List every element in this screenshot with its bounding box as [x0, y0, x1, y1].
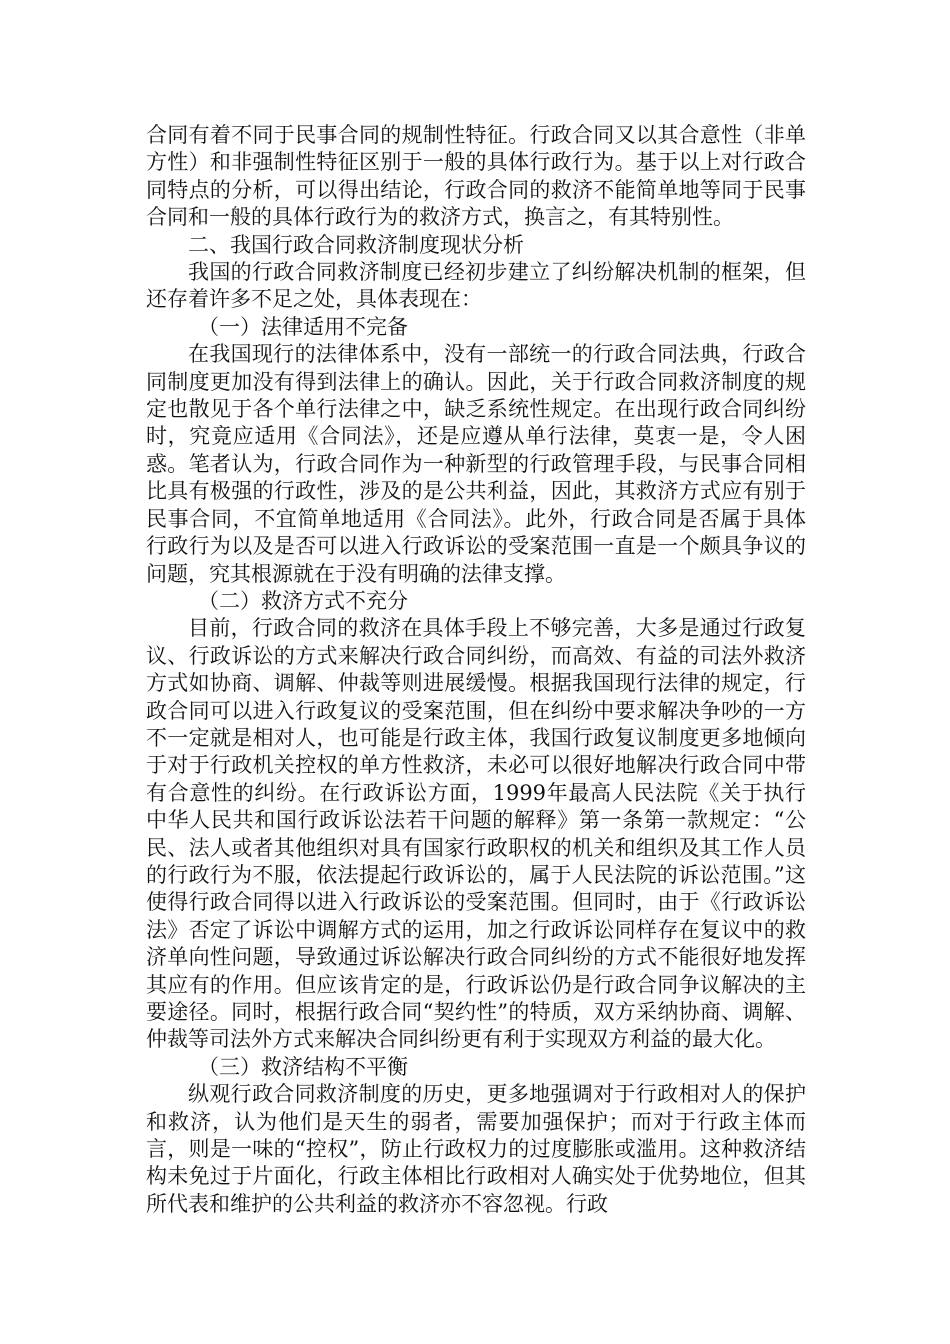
paragraph: 纵观行政合同救济制度的历史，更多地强调对于行政相对人的保护和救济，认为他们是天生的弱者，需要加强保护；而对于行政主体而言，则是一味的“控权”，防止行政权力的过度膨胀或滥用。这种救济结构未免过于片面化，行政主体相比行政相对人确实处于优势地位，但其所代表和维护的公共利益的救济亦不容忽视。行政 — [146, 1082, 806, 1216]
subsection-heading-3: （三）救济结构不平衡 — [198, 1054, 408, 1079]
paragraph: 目前，行政合同的救济在具体手段上不够完善，大多是通过行政复议、行政诉讼的方式来解决行政合同纠纷，而高效、有益的司法外救济方式如协商、调解、仲裁等则进展缓慢。根据我国现行法律的规定，行政合同可以进入行政复议的受案范围，但在纠纷中要求解决争吵的一方不一定就是相对人，也可能是行政主体，我国行政复议制度更多地倾向于对于行政机关控权的单方性救济，未必可以很好地解决行政合同中带有合意性的纠纷。在行政诉讼方面，1999年最高人民法院《关于执行中华人民共和国行政诉讼法若干问题的解释》第一条第一款规定：“公民、法人或者其他组织对具有国家行政职权的机关和组织及其工作人员的行政行为不服，依法提起行政诉讼的，属于人民法院的诉讼范围。”这使得行政合同得以进入行政诉讼的受案范围。但同时，由于《行政诉讼法》否定了诉讼中调解方式的运用，加之行政诉讼同样存在复议中的救济单向性问题，导致通过诉讼解决行政合同纠纷的方式不能很好地发挥其应有的作用。但应该肯定的是，行政诉讼仍是行政合同争议解决的主要途径。同时，根据行政合同“契约性”的特质，双方采纳协商、调解、仲裁等司法外方式来解决合同纠纷更有利于实现双方利益的最大化。 — [146, 616, 806, 1052]
subsection-heading-2: （二）救济方式不充分 — [198, 588, 408, 613]
paragraph-continued: 合同有着不同于民事合同的规制性特征。行政合同又以其合意性（非单方性）和非强制性特征区别于一般的具体行政行为。基于以上对行政合同特点的分析，可以得出结论，行政合同的救济不能简单地等同于民事合同和一般的具体行政行为的救济方式，换言之，有其特别性。 — [146, 123, 806, 230]
document-page — [146, 122, 806, 1218]
paragraph: 在我国现行的法律体系中，没有一部统一的行政合同法典，行政合同制度更加没有得到法律上的确认。因此，关于行政合同救济制度的规定也散见于各个单行法律之中，缺乏系统性规定。在出现行政合同纠纷时，究竟应适用《合同法》，还是应遵从单行法律，莫衷一是，令人困惑。笔者认为，行政合同作为一种新型的行政管理手段，与民事合同相比具有极强的行政性，涉及的是公共利益，因此，其救济方式应有别于民事合同，不宜简单地适用《合同法》。此外，行政合同是否属于具体行政行为以及是否可以进入行政诉讼的受案范围一直是一个颇具争议的问题，究其根源就在于没有明确的法律支撑。 — [146, 342, 806, 586]
subsection-heading-1: （一）法律适用不完备 — [198, 314, 408, 339]
paragraph: 我国的行政合同救济制度已经初步建立了纠纷解决机制的框架，但还存着许多不足之处，具体表现在： — [146, 260, 806, 312]
section-heading: 二、我国行政合同救济制度现状分析 — [188, 232, 524, 257]
